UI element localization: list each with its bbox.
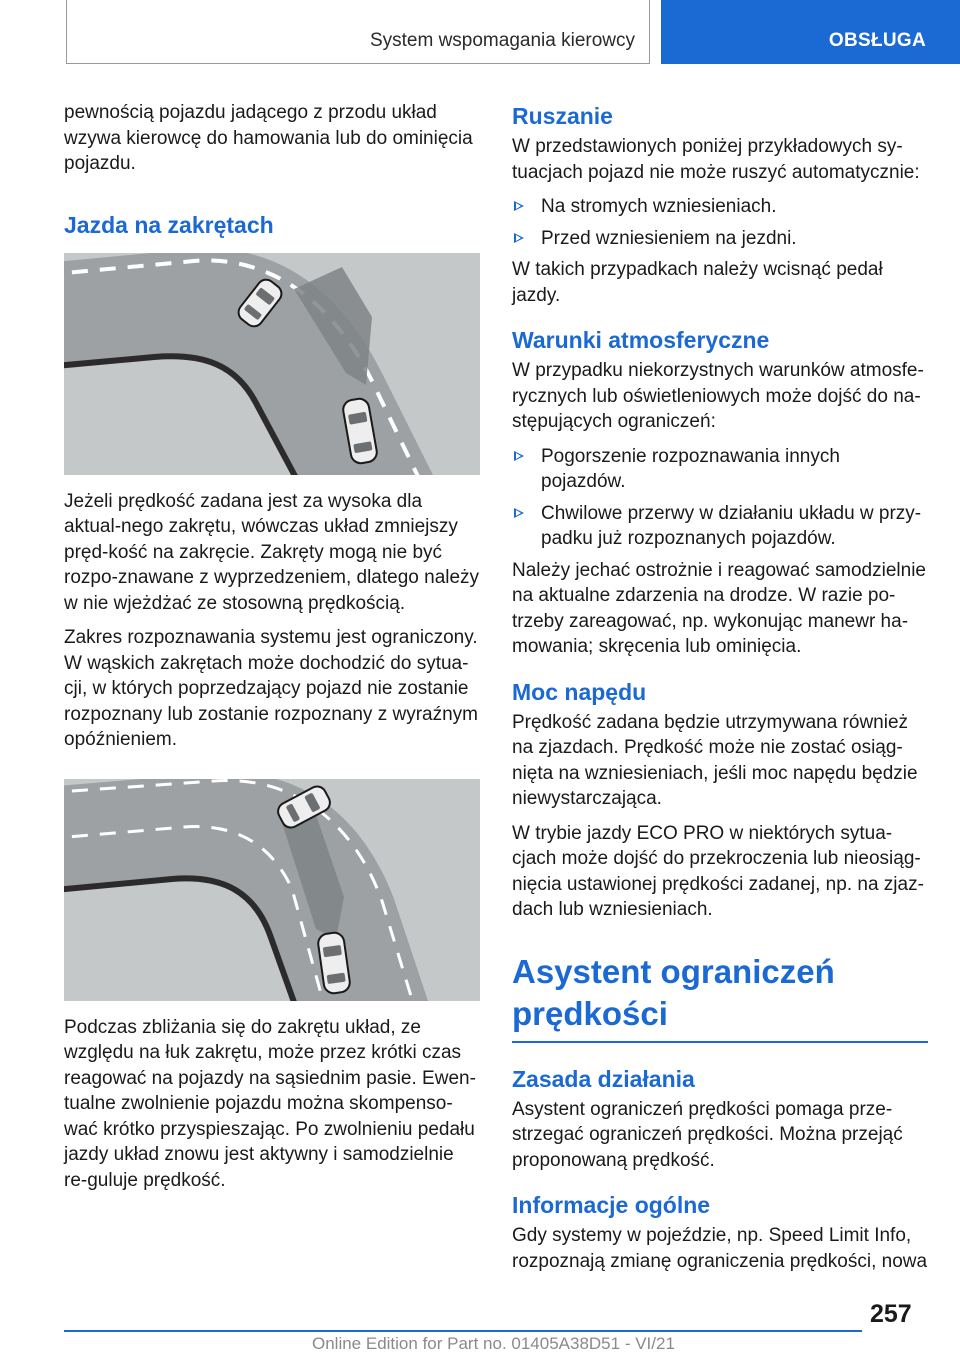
right-column [512,100,928,1283]
start-list [512,194,928,251]
start-outro: W takich przypadkach należy wcisnąć pedał jazdy. [512,259,883,306]
list-item: Na stromych wzniesieniach. [512,194,928,220]
page-number: 257 [870,1300,912,1328]
heading-general: Informacje ogólne [512,1192,711,1218]
curve-illustration-2-graphic [64,779,480,1001]
list-item: Pogorszenie rozpoznawania innych pojazdów. [512,444,928,495]
heading-curves: Jazda na zakrętach [64,211,274,238]
curve-illustration-1 [64,253,480,475]
list-item: Przed wzniesieniem na jezdni. [512,226,928,252]
weather-outro: Należy jechać ostrożnie i reagować samodzielnie na aktualne zdarzenia na drodze. W razie po-trzeby zareagować, np. wykonując manewr ha-mowania; skręcenia lub ominięcia. [512,559,926,657]
principle-paragraph: Asystent ograniczeń prędkości pomaga prze-strzegać ograniczeń prędkości. Można przejąć proponowaną prędkość. [512,1098,903,1171]
heading-speed-limit-assist: Asystent ograniczeń prędkości [512,952,835,1032]
header-section-box [66,0,650,64]
bullet-triangle-icon [514,201,524,211]
intro-paragraph: pewnością pojazdu jadącego z przodu układ wzywa kierowcę do hamowania lub do ominięcia pojazdu. [64,102,473,174]
heading-power: Moc napędu [512,678,647,705]
curve-illustration-2 [64,779,480,1001]
heading-principle: Zasada działania [512,1065,695,1092]
bullet-triangle-icon [514,508,524,518]
start-intro: W przedstawionych poniżej przykładowych sy-tuacjach pojazd nie może ruszyć automatycznie: [512,136,920,183]
weather-list [512,444,928,552]
chapter-tab[interactable] [661,0,960,64]
list-item: Chwilowe przerwy w działaniu układu w przy-padku już rozpoznanych pojazdów. [512,501,928,552]
power-paragraph-2: W trybie jazdy ECO PRO w niektórych sytua-cjach może dojść do przekroczenia lub nieosiąg-nięcia ustawionej prędkości zadanej, np. na zjaz-dach lub wzniesieniach. [512,822,924,920]
paragraph-speed-curve: Jeżeli prędkość zadana jest za wysoka dla aktual-nego zakrętu, wówczas układ zmniejszy pręd-kość na zakręcie. Zakręty mogą nie być rozpo-znawane z wyprzedzeniem, dlatego należy w nie wjeżdżać ze stosowną prędkością. [64,490,480,614]
bullet-triangle-icon [514,233,524,243]
chapter-tab-label: OBSŁUGA [828,30,926,51]
section-title: System wspomagania kierowcy [369,30,635,51]
paragraph-approach-curve: Podczas zbliżania się do zakrętu układ, ze względu na łuk zakrętu, może przez krótki czas reagować na pojazdy na sąsiednim pasie. Ewen-tualne zwolnienie pojazdu można skompenso-wać krótko przyspieszając. Po zwolnieniu pedału jazdy układ znowu jest aktywny i samodzielnie re-guluje prędkość. [64,1016,476,1191]
footer-edition-text: Online Edition for Part no. 01405A38D51 - VI/21 [312,1334,675,1353]
general-paragraph: Gdy systemy w pojeździe, np. Speed Limit Info, rozpoznają zmianę ograniczenia prędkości, nowa [512,1225,928,1272]
curve-illustration-1-graphic [64,253,480,475]
heading-weather: Warunki atmosferyczne [512,327,770,353]
heading-divider [512,1041,928,1043]
paragraph-detection-range: Zakres rozpoznawania systemu jest ograniczony. W wąskich zakrętach może dochodzić do sytua-cji, w których poprzedzający pojazd nie zostanie rozpoznany lub zostanie rozpoznany z wyraźnym opóźnieniem. [64,627,478,750]
left-column [64,100,480,1202]
bullet-triangle-icon [514,451,524,461]
heading-start: Ruszanie [512,103,613,129]
footer-divider [64,1330,862,1332]
weather-intro: W przypadku niekorzystnych warunków atmosfe-rycznych lub oświetleniowych może dojść do na-stępujących ograniczeń: [512,360,924,432]
power-paragraph-1: Prędkość zadana będzie utrzymywana również na zjazdach. Prędkość może nie zostać osiąg-nięta na wzniesieniach, jeśli moc napędu będzie niewystarczająca. [512,711,918,809]
